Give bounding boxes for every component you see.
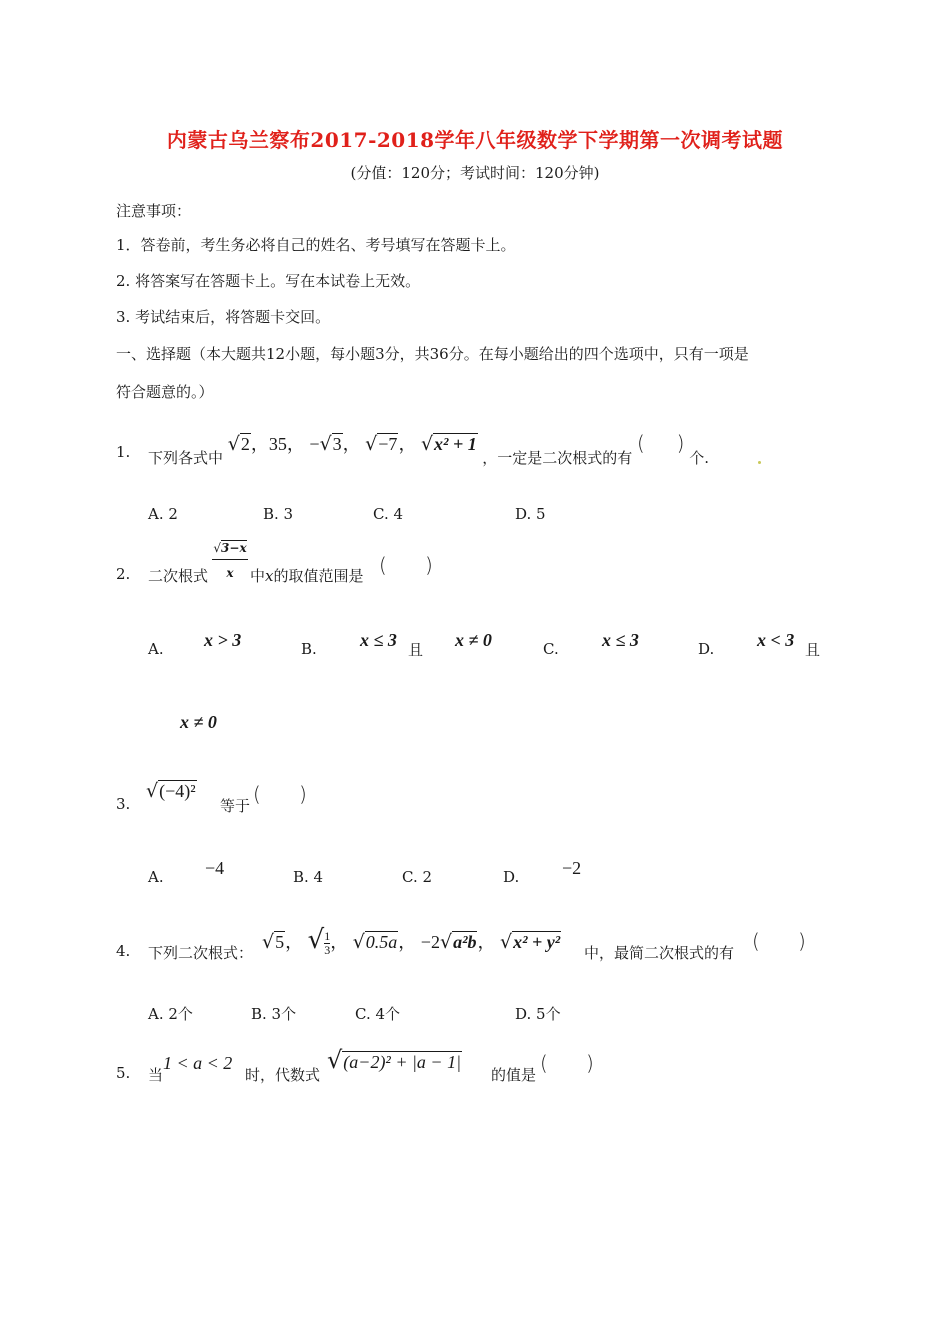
q2-option-b-math1: x ≤ 3 <box>360 630 397 650</box>
q2-option-c-label[interactable]: C. <box>543 640 559 658</box>
q4-option-b[interactable]: B. 3个 <box>251 1005 297 1023</box>
section-heading: 一、选择题（本大题共12小题，每小题3分，共36分。在每小题给出的四个选项中，只有一项是 <box>116 345 749 363</box>
q3-option-c[interactable]: C. 2 <box>402 868 433 886</box>
q5-suffix: 的值是 <box>491 1066 537 1084</box>
q1-option-d[interactable]: D. 5 <box>515 505 546 523</box>
q4-option-c[interactable]: C. 4个 <box>355 1005 401 1023</box>
q3-option-a-math: −4 <box>205 858 225 878</box>
q1-answer-blank[interactable]: ( ) <box>637 431 685 455</box>
note-item-1: 1．答卷前，考生务必将自己的姓名、考号填写在答题卡上。 <box>116 236 516 254</box>
q4-option-a[interactable]: A. 2个 <box>148 1005 193 1023</box>
q2-option-b-label[interactable]: B. <box>301 640 317 658</box>
section-heading-cont: 符合题意的。） <box>116 383 214 401</box>
q4-expressions: √5， √ $\frac{1}{3}$， √0.5a， −2√a²b， √x² + y² <box>262 925 561 958</box>
q2-option-b-math2: x ≠ 0 <box>455 630 492 650</box>
q4-suffix: 中，最简二次根式的有 <box>584 944 735 962</box>
q3-option-a-label[interactable]: A. <box>148 868 164 886</box>
exam-info: (分值：120分；考试时间：120分钟) <box>350 164 600 182</box>
q1-option-a[interactable]: A. 2 <box>148 505 178 523</box>
q3-suffix: 等于 <box>220 797 251 815</box>
q1-expression: √2，35， −√3， √−7， √x² + 1 <box>227 433 477 455</box>
q5-mid: 时，代数式 <box>245 1066 321 1084</box>
question-5-number: 5. <box>116 1064 131 1082</box>
q2-fraction: √3−x x <box>213 541 247 580</box>
question-3-number: 3. <box>116 795 131 813</box>
question-1-number: 1. <box>116 443 131 461</box>
q2-option-c-math: x ≤ 3 <box>602 630 639 650</box>
q2-suffix: 中x的取值范围是 <box>250 567 364 585</box>
q3-option-d-math: −2 <box>562 858 582 878</box>
question-1-stem <box>148 430 709 467</box>
q4-option-d[interactable]: D. 5个 <box>515 1005 561 1023</box>
q2-prefix: 二次根式 <box>148 567 209 585</box>
q2-option-d-label[interactable]: D. <box>698 640 715 658</box>
q3-option-d-label[interactable]: D. <box>503 868 520 886</box>
q5-prefix: 当 <box>148 1066 164 1084</box>
q5-expression: √(a−2)² + |a − 1| <box>327 1046 462 1074</box>
q1-suffix: ，一定是二次根式的有 <box>482 449 633 467</box>
q1-tail: 个. <box>689 449 709 467</box>
stray-dot <box>758 461 761 464</box>
q2-answer-blank[interactable]: ( ) <box>379 553 433 577</box>
q4-prefix: 下列二次根式： <box>148 944 254 962</box>
note-item-2: 2. 将答案写在答题卡上。写在本试卷上无效。 <box>116 272 421 290</box>
q2-option-d-math2: x ≠ 0 <box>180 712 217 732</box>
q3-expression: √(−4)² <box>146 780 196 802</box>
note-item-3: 3. 考试结束后，将答题卡交回。 <box>116 308 331 326</box>
q2-option-d-and: 且 <box>805 641 821 659</box>
page-title: 内蒙古乌兰察布2017-2018学年八年级数学下学期第一次调考试题 <box>166 128 784 152</box>
question-4-number: 4. <box>116 942 131 960</box>
q4-answer-blank[interactable]: ( ) <box>752 929 806 953</box>
q2-option-a-math: x > 3 <box>204 630 242 650</box>
q2-option-d-math: x < 3 <box>757 630 795 650</box>
q5-condition: 1 < a < 2 <box>163 1053 233 1073</box>
q1-option-c[interactable]: C. 4 <box>373 505 404 523</box>
q1-prefix: 下列各式中 <box>148 449 224 467</box>
q2-option-a-label[interactable]: A. <box>148 640 164 658</box>
question-2-number: 2. <box>116 565 131 583</box>
q3-answer-blank[interactable]: ( ) <box>253 782 307 806</box>
q1-option-b[interactable]: B. 3 <box>263 505 294 523</box>
q3-option-b[interactable]: B. 4 <box>293 868 324 886</box>
q2-option-b-and: 且 <box>408 641 424 659</box>
notes-heading: 注意事项： <box>116 202 192 220</box>
q5-answer-blank[interactable]: ( ) <box>540 1051 594 1075</box>
